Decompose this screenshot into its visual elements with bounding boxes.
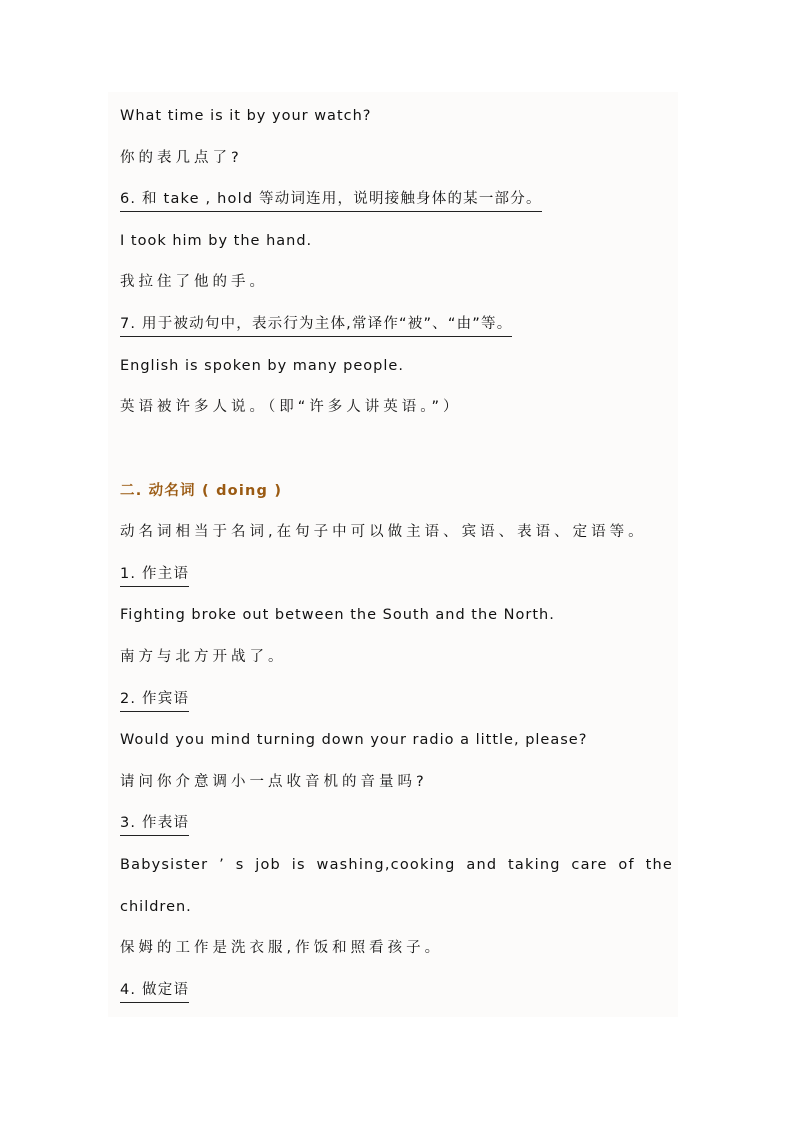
example-sentence-en-continued: children. [120,899,192,915]
example-translation-cn: 南方与北方开战了。 [120,649,287,665]
subheading-predicative: 3. 作表语 [120,813,189,836]
rule-heading-7: 7. 用于被动句中，表示行为主体,常译作“被”、“由”等。 [120,314,512,337]
example-translation-cn: 保姆的工作是洗衣服,作饭和照看孩子。 [120,940,444,956]
example-translation-cn: 请问你介意调小一点收音机的音量吗? [120,774,428,790]
example-translation-cn: 我拉住了他的手。 [120,274,268,290]
subheading-attributive: 4. 做定语 [120,980,189,1003]
section-heading-gerund: 二. 动名词 ( doing ) [120,483,283,499]
rule-heading-6: 6. 和 take , hold 等动词连用，说明接触身体的某一部分。 [120,189,542,212]
example-translation-cn: 你的表几点了? [120,150,243,166]
subheading-object: 2. 作宾语 [120,689,189,712]
example-sentence-en: What time is it by your watch? [120,108,372,124]
subheading-subject: 1. 作主语 [120,564,189,587]
example-sentence-en: Would you mind turning down your radio a little, please? [120,732,588,748]
example-sentence-en: I took him by the hand. [120,233,313,249]
example-translation-cn: 英语被许多人说。（即“许多人讲英语。”） [120,399,462,415]
example-sentence-en: Fighting broke out between the South and the North. [120,607,555,623]
example-sentence-en: Babysister ’ s job is washing,cooking and taking care of the [120,857,673,873]
section-intro: 动名词相当于名词,在句子中可以做主语、宾语、表语、定语等。 [120,524,647,540]
example-sentence-en: English is spoken by many people. [120,358,404,374]
